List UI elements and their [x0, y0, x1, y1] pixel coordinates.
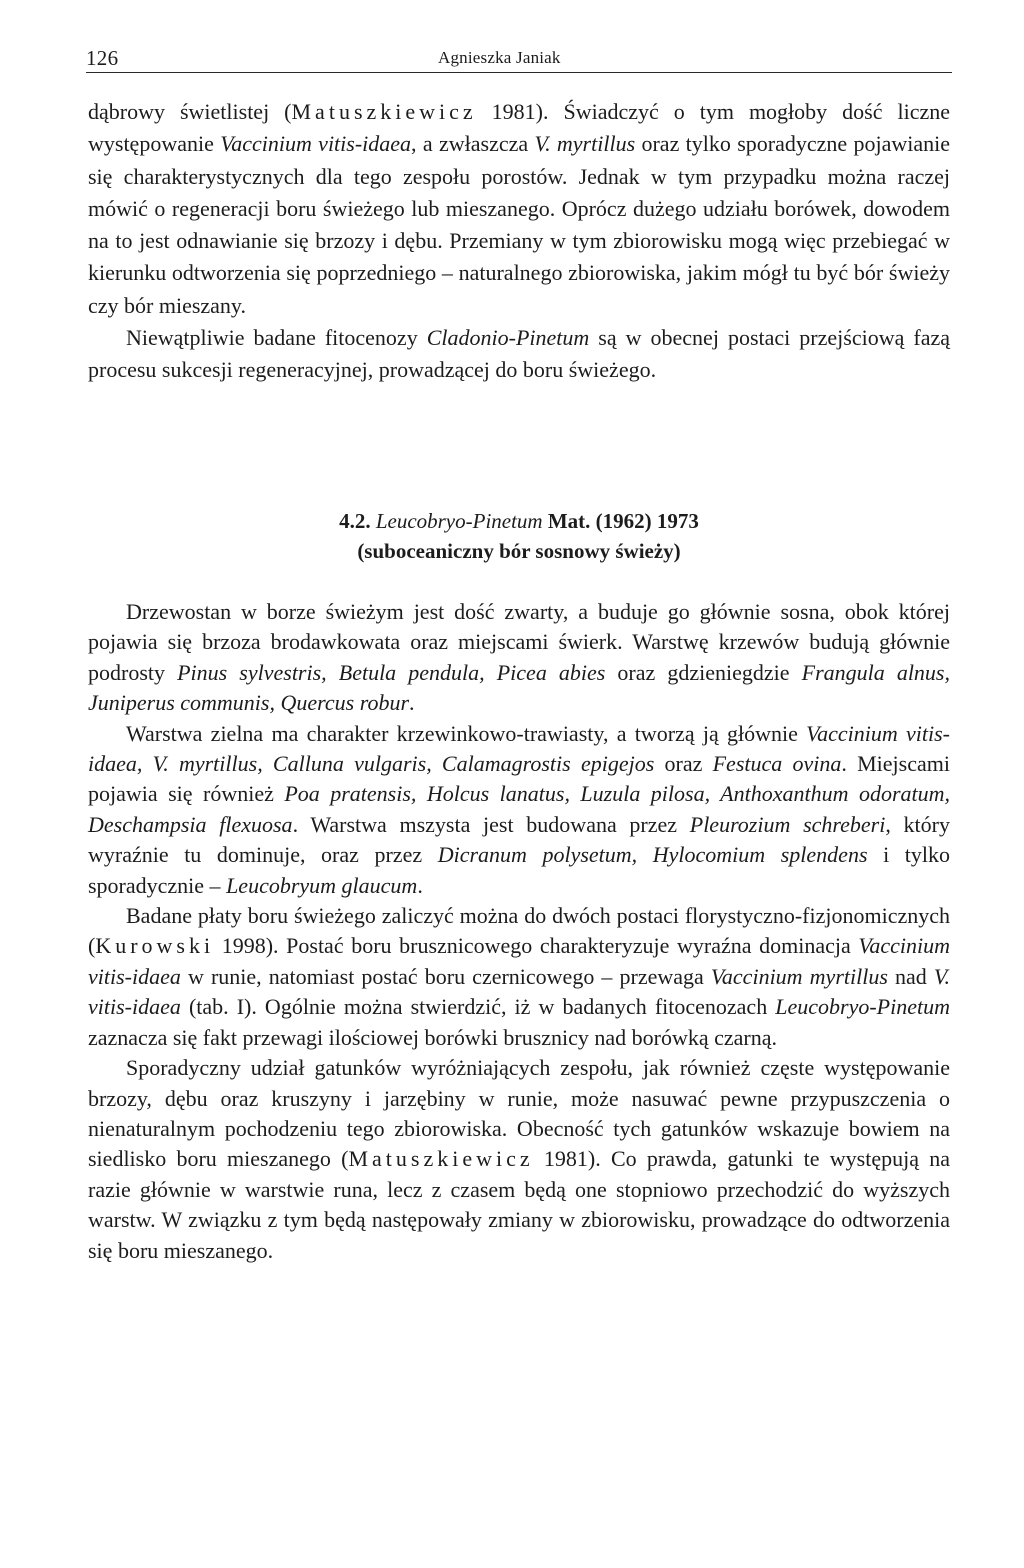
species-name: V. myrtillus: [534, 131, 636, 157]
running-head-author: Agnieszka Janiak: [438, 48, 561, 67]
paragraph-1: dąbrowy świetlistej (Matuszkiewicz 1981). Świadczyć o tym mogłoby dość liczne występowanie Vaccinium vitis-idaea, a zwłaszcza V. myrtillus oraz tylko sporadyczne pojawianie się charakterystycznych dla tego zespołu porostów. Jednak w tym przypadku można raczej mówić o regeneracji boru świeżego lub mieszanego. Oprócz dużego udziału borówek, dowodem na to jest odnawianie się brzozy i dębu. Przemiany w tym zbiorowisku mogą więc przebiegać w kierunku odtworzenia się poprzedniego – naturalnego zbiorowiska, jakim mógł tu być bór świeży czy bór mieszany.: [88, 99, 951, 318]
paragraph-3: Drzewostan w borze świeżym jest dość zwarty, a buduje go głównie sosna, obok której pojawia się brzoza brodawkowata oraz miejscami świerk. Warstwę krzewów budują głównie podrosty Pinus sylvestris, Betula pendula, Picea abies oraz gdzieniegdzie Frangula alnus, Juniperus communis, Quercus robur.: [88, 599, 950, 716]
body-text-section: [88, 597, 950, 1266]
section-association-name: Leucobryo-Pinetum: [375, 509, 543, 533]
cited-author: Matuszkiewicz: [291, 99, 477, 124]
cited-author: Kurowski: [95, 933, 215, 959]
cited-author: Matuszkiewicz: [348, 1146, 534, 1172]
section-heading: 4.2. Leucobryo-Pinetum Mat. (1962) 1973: [339, 509, 699, 533]
species-name: Vaccinium vitis-idaea: [220, 131, 412, 157]
paragraph-5: Badane płaty boru świeżego zaliczyć można do dwóch postaci florystyczno-fizjonomicznych (Kurowski 1998). Postać boru brusznicowego charakteryzuje wyraźna dominacja Vaccinium vitis-idaea w runie, natomiast postać boru czernicowego – przewaga Vaccinium myrtillus nad V. vitis-idaea (tab. I). Ogólnie można stwierdzić, iż w badanych fitocenozach Leucobryo-Pinetum zaznacza się fakt przewagi ilościowej borówki brusznicy nad borówką czarną.: [88, 903, 950, 1050]
paragraph-2: Niewątpliwie badane fitocenozy Cladonio-Pinetum są w obecnej postaci przejściową fazą procesu sukcesji regeneracyjnej, prowadzącej do boru świeżego.: [88, 325, 950, 383]
body-text-top: [88, 96, 950, 387]
page-number: 126: [86, 46, 119, 70]
association-name: Cladonio-Pinetum: [426, 325, 590, 351]
paragraph-6: Sporadyczny udział gatunków wyróżniających zespołu, jak również częste występowanie brzozy, dębu oraz kruszyny i jarzębiny w runie, może nasuwać pewne przypuszczenia o nienaturalnym pochodzeniu tego zbiorowiska. Obecność tych gatunków wskazuje bowiem na siedlisko boru mieszanego (Matuszkiewicz 1981). Co prawda, gatunki te występują na razie głównie w warstwie runa, lecz z czasem będą one stopniowo przechodzić do wyższych warstw. W związku z tym będą następowały zmiany w zbiorowisku, prowadzące do odtworzenia się boru mieszanego.: [88, 1055, 950, 1263]
paragraph-4: Warstwa zielna ma charakter krzewinkowo-trawiasty, a tworzą ją głównie Vaccinium vitis-idaea, V. myrtillus, Calluna vulgaris, Calamagrostis epigejos oraz Festuca ovina. Miejscami pojawia się również Poa pratensis, Holcus lanatus, Luzula pilosa, Anthoxanthum odoratum, Deschampsia flexuosa. Warstwa mszysta jest budowana przez Pleurozium schreberi, który wyraźnie tu dominuje, oraz przez Dicranum polysetum, Hylocomium splendens i tylko sporadycznie – Leucobryum glaucum.: [88, 720, 951, 898]
running-head: [86, 40, 952, 73]
section-subtitle: (suboceaniczny bór sosnowy świeży): [357, 539, 681, 563]
